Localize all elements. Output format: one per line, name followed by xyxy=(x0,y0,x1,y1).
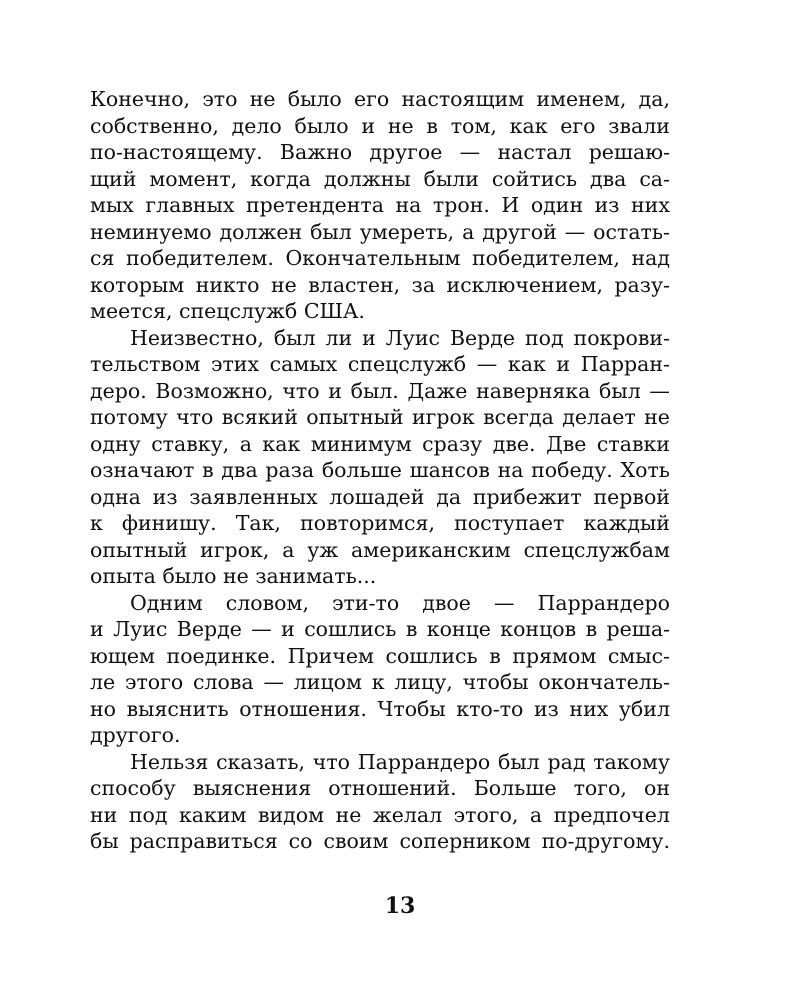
text-line: по-настоящему. Важно другое — настал решаю- xyxy=(90,140,670,164)
text-line: Одним словом, эти-то двое — Паррандеро xyxy=(130,590,670,615)
text-line: Нельзя сказать, что Паррандеро был рад такому xyxy=(130,749,670,774)
text-line: мых главных претендента на трон. И один из них xyxy=(90,193,670,217)
paragraph xyxy=(90,325,670,590)
text-line: Неизвестно, был ли и Луис Верде под покрови- xyxy=(130,325,670,350)
text-line: Конечно, это не было его настоящим именем, да, xyxy=(90,87,670,111)
text-line: потому что всякий опытный игрок всегда делает не xyxy=(90,405,670,429)
text-line: меется, спецслужб США. xyxy=(90,299,365,323)
text-line: ющем поединке. Причем сошлись в прямом смыс- xyxy=(90,643,670,668)
text-line: собственно, дело было и не в том, как его звали xyxy=(90,113,670,138)
text-line: ся победителем. Окончательным победителем, над xyxy=(90,246,670,270)
text-line: одну ставку, а как минимум сразу две. Две ставки xyxy=(90,431,670,456)
text-line: к финишу. Так, повторимся, поступает каждый xyxy=(90,511,670,535)
text-line: бы расправиться со своим соперником по-другому. xyxy=(90,829,670,853)
text-line: щий момент, когда должны были сойтись два са- xyxy=(90,166,670,191)
text-line: ле этого слова — лицом к лицу, чтобы окончатель- xyxy=(90,670,670,694)
body-text xyxy=(90,86,670,855)
text-line: опытный игрок, а уж американским спецслужбам xyxy=(90,537,670,562)
text-line: деро. Возможно, что и был. Даже наверняка был — xyxy=(90,378,670,403)
text-line: опыта было не занимать... xyxy=(90,564,377,588)
text-line: тельством этих самых спецслужб — как и Парран- xyxy=(90,352,670,376)
page-number: 13 xyxy=(384,893,416,919)
text-line: означают в два раза больше шансов на победу. Хоть xyxy=(90,458,670,482)
text-line: другого. xyxy=(90,723,181,747)
text-line: одна из заявленных лошадей да прибежит первой xyxy=(90,484,670,509)
paragraph xyxy=(90,590,670,749)
text-line: ни под каким видом не желал этого, а предпочел xyxy=(90,802,670,827)
text-line: неминуемо должен был умереть, а другой — остать- xyxy=(90,219,670,244)
text-line: способу выяснения отношений. Больше того, он xyxy=(90,776,670,800)
text-line: но выяснить отношения. Чтобы кто-то из них убил xyxy=(90,696,670,721)
paragraph xyxy=(90,749,670,855)
paragraph xyxy=(90,86,670,325)
text-line: и Луис Верде — и сошлись в конце концов в реша- xyxy=(90,617,670,641)
text-line: которым никто не властен, за исключением, разу- xyxy=(90,272,670,297)
